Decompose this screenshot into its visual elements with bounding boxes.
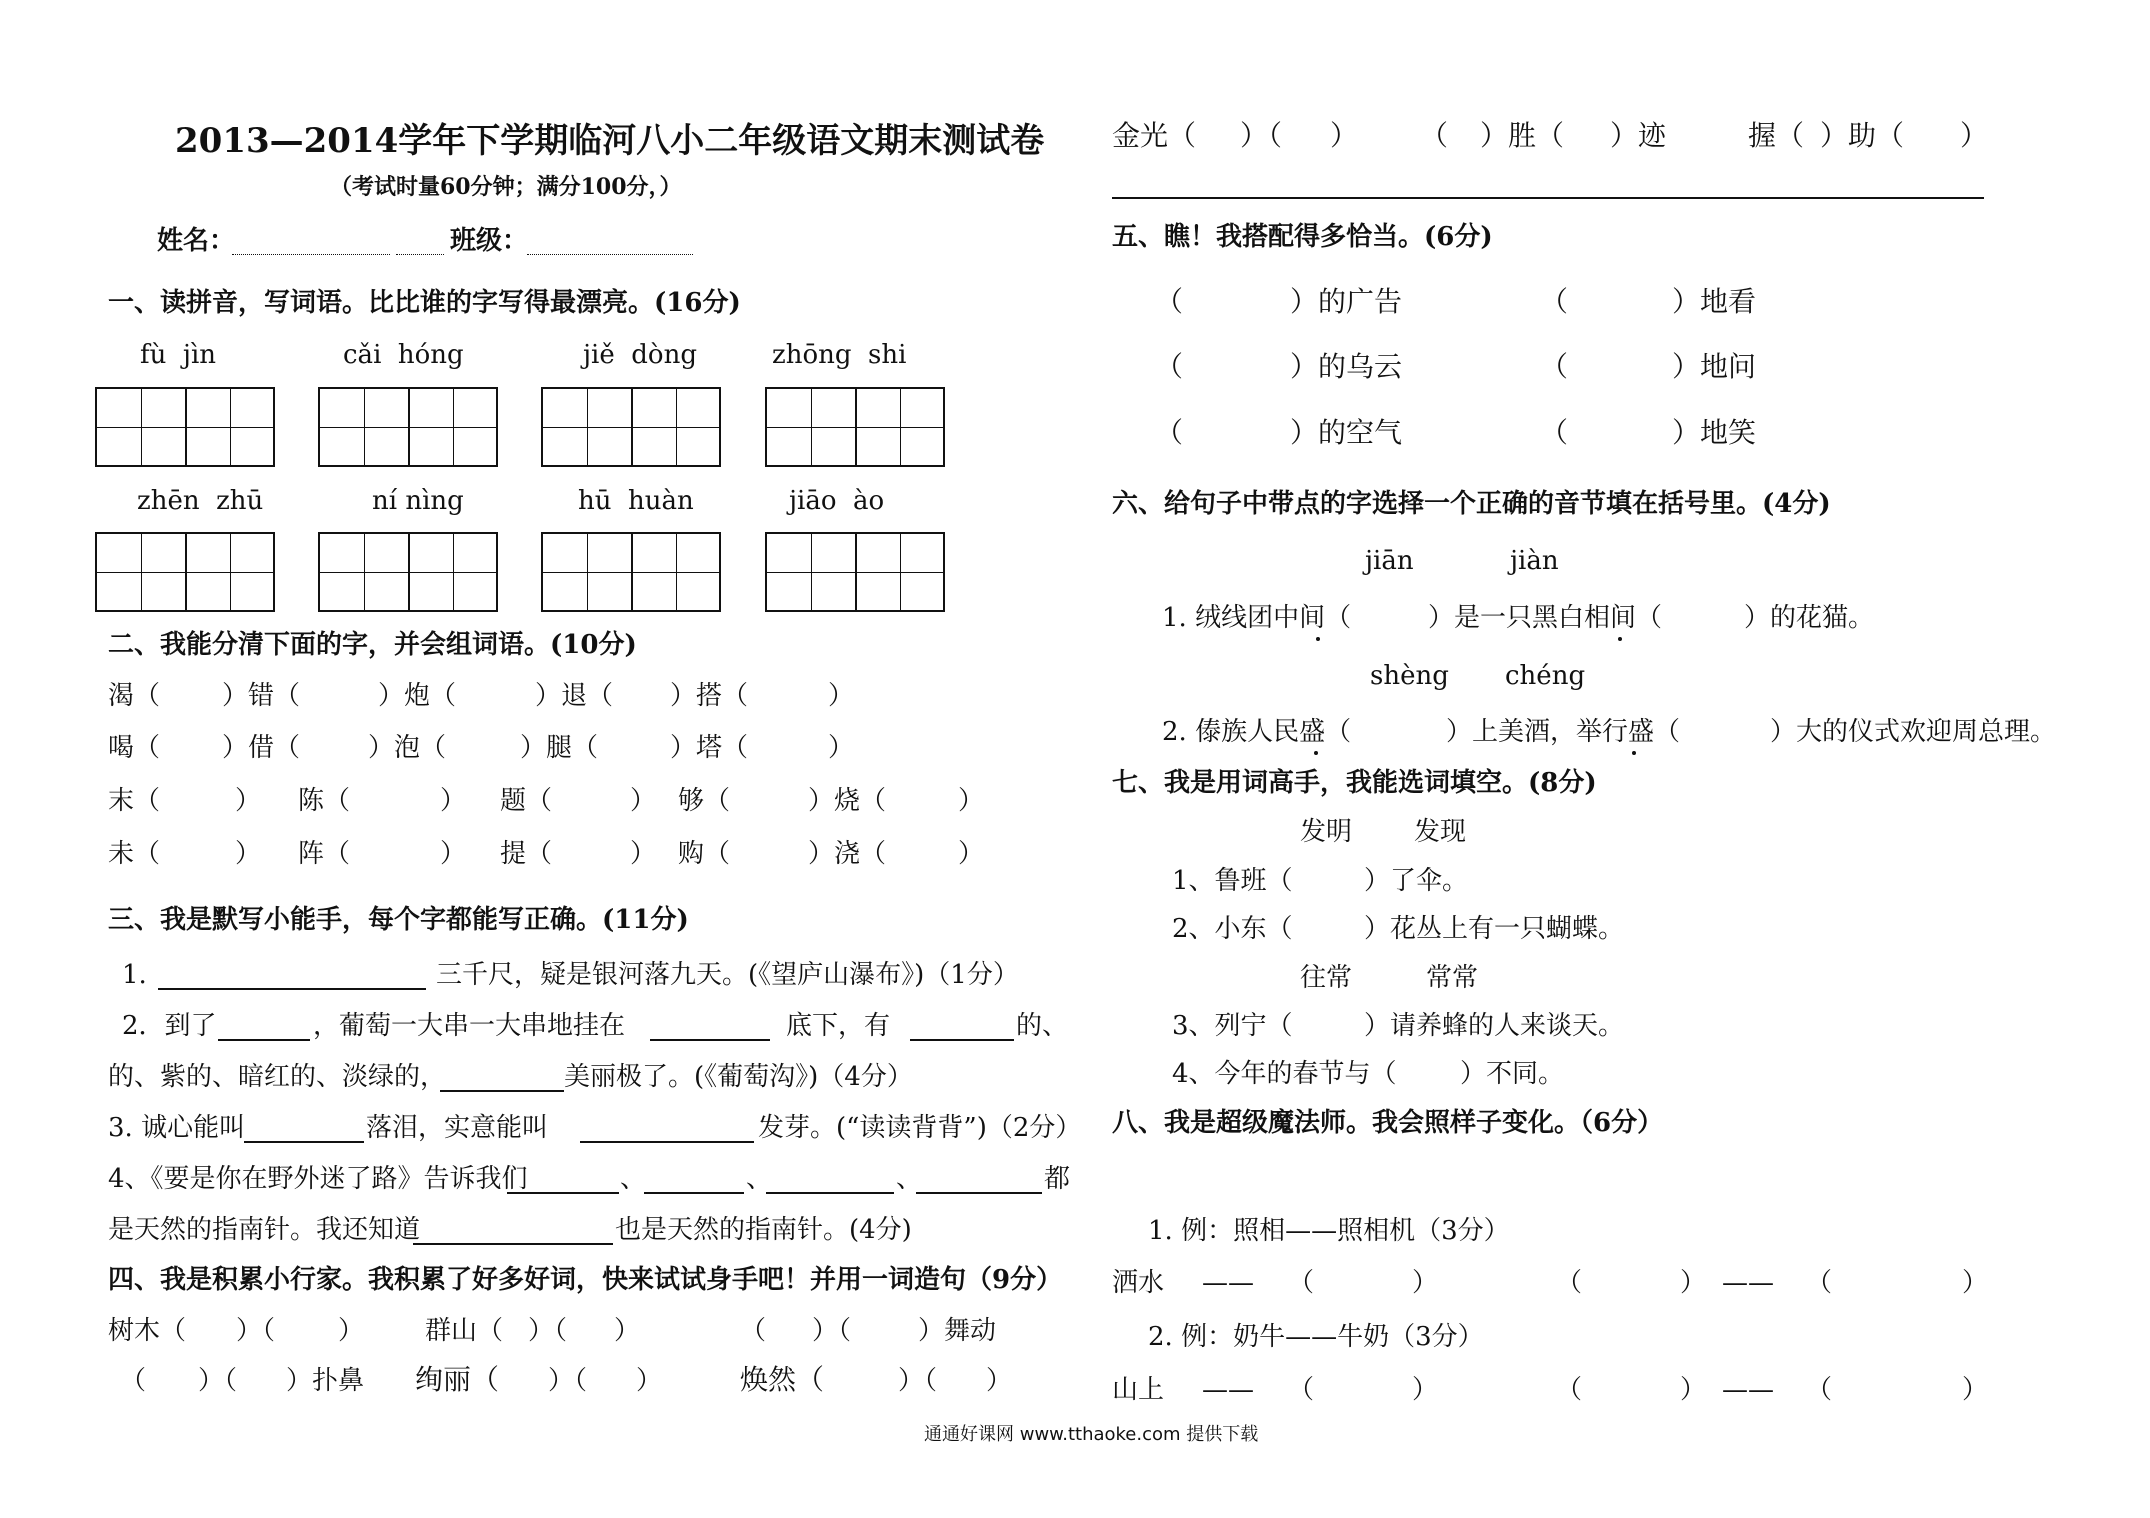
pinyin-label: jiāo ào xyxy=(789,486,885,516)
writing-grid[interactable] xyxy=(95,532,275,612)
pinyin-label: cǎi hóng xyxy=(343,340,464,370)
example-text: 1. 例：照相——照相机（3分） xyxy=(1148,1216,1510,1246)
word-item: ）扑鼻 xyxy=(286,1366,365,1396)
word-item: 购（ xyxy=(678,839,731,869)
q7-text: 1、鲁班（ xyxy=(1172,866,1293,896)
word-item: ） xyxy=(958,786,985,816)
transform-item: ） xyxy=(1962,1268,1989,1298)
section-4-heading: 四、我是积累小行家。我积累了好多好词，快来试试身手吧！并用一词造句（9分） xyxy=(108,1265,1063,1295)
word-item: ）搭（ xyxy=(670,681,749,711)
word-item: ） xyxy=(338,1316,365,1346)
word-item: 末（ xyxy=(108,786,161,816)
word-item: ）迹 xyxy=(1610,119,1667,152)
match-item: ）的乌云 xyxy=(1290,350,1403,383)
q3-4-text: 是天然的指南针。我还知道 xyxy=(108,1215,421,1245)
word-item: （ xyxy=(120,1366,147,1396)
transform-item: ） xyxy=(1680,1375,1707,1405)
q7-text: 4、今年的春节与（ xyxy=(1172,1059,1397,1089)
match-item: （ xyxy=(1155,416,1184,449)
match-item: （ xyxy=(1155,285,1184,318)
emphasis-dot xyxy=(1632,751,1636,755)
word-item: ） xyxy=(440,839,467,869)
pinyin-label: zhōng shi xyxy=(772,340,907,370)
writing-grid[interactable] xyxy=(541,387,721,467)
emphasis-dot xyxy=(1618,637,1622,641)
section-1-heading: 一、读拼音，写词语。比比谁的字写得最漂亮。(16分) xyxy=(108,288,741,318)
word-option: 常常 xyxy=(1426,963,1479,993)
q3-2-text: 2．到了 xyxy=(122,1011,217,1041)
writing-grid[interactable] xyxy=(318,532,498,612)
section-5-heading: 五、瞧！我搭配得多恰当。(6分) xyxy=(1112,222,1493,252)
word-item: ）浇（ xyxy=(808,839,887,869)
name-field-extra xyxy=(396,254,444,255)
class-label: 班级： xyxy=(450,226,529,256)
answer-blank[interactable] xyxy=(766,1192,894,1194)
q7-text: 3、列宁（ xyxy=(1172,1011,1293,1041)
word-item: 焕然（ xyxy=(740,1363,825,1396)
match-item: （ xyxy=(1155,350,1184,383)
q3-4-text: 4、《要是你在野外迷了路》告诉我们 xyxy=(108,1164,528,1194)
word-item: ）（ xyxy=(528,1316,568,1346)
word-item: ） xyxy=(630,786,657,816)
class-field[interactable] xyxy=(527,254,693,255)
word-item: 群山（ xyxy=(425,1316,504,1346)
q7-text: 2、小东（ xyxy=(1172,914,1293,944)
word-item: 金光（ xyxy=(1112,119,1197,152)
word-item: ） xyxy=(614,1316,641,1346)
pinyin-label: hū huàn xyxy=(578,486,694,516)
transform-item: 山上 xyxy=(1112,1375,1165,1405)
answer-blank[interactable] xyxy=(507,1192,619,1194)
exam-info: （考试时量60分钟；满分100分，） xyxy=(330,174,682,200)
pinyin-label: jiě dòng xyxy=(583,340,697,370)
word-option: 往常 xyxy=(1300,963,1353,993)
answer-blank[interactable] xyxy=(244,1141,364,1143)
transform-item: ） xyxy=(1412,1268,1439,1298)
q7-text: ）了伞。 xyxy=(1364,866,1469,896)
word-item: 渴（ xyxy=(108,681,161,711)
word-item: ）退（ xyxy=(535,681,614,711)
emphasis-dot xyxy=(1316,637,1320,641)
transform-item: —— xyxy=(1722,1268,1774,1298)
word-option: 发明 xyxy=(1300,817,1353,847)
pinyin-option: jiàn xyxy=(1510,546,1559,576)
separator: 、 xyxy=(620,1164,647,1194)
answer-blank[interactable] xyxy=(644,1192,744,1194)
pinyin-option: chéng xyxy=(1505,661,1586,691)
transform-item: ） xyxy=(1962,1375,1989,1405)
q6-2-text: ）大的仪式欢迎周总理。 xyxy=(1770,717,2057,747)
word-item: ）借（ xyxy=(222,733,301,763)
q3-3-text: 落泪，实意能叫 xyxy=(366,1113,549,1143)
separator: 、 xyxy=(896,1164,923,1194)
transform-item: —— xyxy=(1722,1375,1774,1405)
q3-2-text: 底下，有 xyxy=(786,1011,891,1041)
word-item: ） xyxy=(440,786,467,816)
q6-2-text: 2. 傣族人民盛（ xyxy=(1162,717,1352,747)
q3-3-text: 发芽。(“读读背背”)（2分） xyxy=(758,1113,1082,1143)
q7-text: ）不同。 xyxy=(1460,1059,1565,1089)
word-item: ） xyxy=(1960,119,1989,152)
pinyin-option: shèng xyxy=(1370,661,1449,691)
word-item: ）助（ xyxy=(1820,119,1905,152)
word-item: ） xyxy=(828,733,855,763)
word-item: ）（ xyxy=(548,1366,588,1396)
word-item: ）舞动 xyxy=(918,1316,997,1346)
answer-blank[interactable] xyxy=(413,1243,613,1245)
word-item: ）（ xyxy=(198,1366,238,1396)
word-item: ）（ xyxy=(236,1316,276,1346)
pinyin-label: zhēn zhū xyxy=(137,486,264,516)
word-item: 陈（ xyxy=(298,786,351,816)
transform-item: （ xyxy=(1806,1375,1833,1405)
answer-blank[interactable] xyxy=(218,1039,310,1041)
emphasis-dot xyxy=(1314,751,1318,755)
transform-item: ） xyxy=(1680,1268,1707,1298)
word-item: ）泡（ xyxy=(368,733,447,763)
word-item: ）腿（ xyxy=(520,733,599,763)
writing-grid[interactable] xyxy=(318,387,498,467)
word-item: 未（ xyxy=(108,839,161,869)
q3-4-text: 都 xyxy=(1044,1164,1071,1194)
answer-blank[interactable] xyxy=(580,1141,754,1143)
separator: 、 xyxy=(746,1164,773,1194)
pinyin-label: ní nìng xyxy=(372,486,464,516)
word-item: ）炮（ xyxy=(378,681,457,711)
match-item: ）的空气 xyxy=(1290,416,1403,449)
word-item: ） xyxy=(235,839,262,869)
match-item: （ xyxy=(1540,416,1569,449)
transform-item: —— xyxy=(1202,1375,1254,1405)
word-item: 提（ xyxy=(500,839,553,869)
word-item: 够（ xyxy=(678,786,731,816)
word-option: 发现 xyxy=(1414,817,1467,847)
transform-item: （ xyxy=(1288,1375,1315,1405)
transform-item: （ xyxy=(1288,1268,1315,1298)
q6-2-text: ）上美酒，举行盛（ xyxy=(1446,717,1681,747)
transform-item: （ xyxy=(1556,1375,1583,1405)
word-item: （ xyxy=(1420,119,1449,152)
transform-item: 洒水 xyxy=(1112,1268,1165,1298)
writing-grid[interactable] xyxy=(95,387,275,467)
section-8-heading: 八、我是超级魔法师。我会照样子变化。（6分） xyxy=(1112,1108,1664,1138)
q3-2-text: 美丽极了。(《葡萄沟》)（4分） xyxy=(564,1062,913,1092)
word-item: ） xyxy=(630,839,657,869)
answer-line[interactable] xyxy=(1112,197,1984,199)
writing-grid[interactable] xyxy=(541,532,721,612)
section-2-heading: 二、我能分清下面的字，并会组词语。(10分) xyxy=(108,630,637,660)
name-label: 姓名： xyxy=(157,226,236,256)
answer-blank[interactable] xyxy=(440,1090,564,1092)
section-6-heading: 六、给句子中带点的字选择一个正确的音节填在括号里。(4分) xyxy=(1112,489,1831,519)
word-item: ） xyxy=(636,1366,663,1396)
answer-blank[interactable] xyxy=(650,1039,770,1041)
answer-blank[interactable] xyxy=(916,1192,1042,1194)
transform-item: —— xyxy=(1202,1268,1254,1298)
pinyin-label: fù jìn xyxy=(140,340,217,370)
q3-4-text: 也是天然的指南针。(4分) xyxy=(615,1215,912,1245)
answer-blank[interactable] xyxy=(910,1039,1014,1041)
match-item: ）的广告 xyxy=(1290,285,1403,318)
q3-1-number: 1. xyxy=(122,960,147,990)
match-item: ）地笑 xyxy=(1672,416,1757,449)
word-item: （ xyxy=(740,1316,767,1346)
word-item: ） xyxy=(958,839,985,869)
pinyin-option: jiān xyxy=(1365,546,1414,576)
match-item: ）地看 xyxy=(1672,285,1757,318)
word-item: 题（ xyxy=(500,786,553,816)
q3-2-text: ，葡萄一大串一大串地挂在 xyxy=(313,1011,626,1041)
word-item: ）塔（ xyxy=(670,733,749,763)
writing-grid[interactable] xyxy=(765,387,945,467)
q6-1-text: ）是一只黑白相间（ xyxy=(1428,603,1663,633)
match-item: （ xyxy=(1540,285,1569,318)
q7-text: ）请养蜂的人来谈天。 xyxy=(1364,1011,1625,1041)
word-item: ）错（ xyxy=(222,681,301,711)
writing-grid[interactable] xyxy=(765,532,945,612)
transform-item: ） xyxy=(1412,1375,1439,1405)
q6-1-text: 1. 绒线团中间（ xyxy=(1162,603,1352,633)
match-item: （ xyxy=(1540,350,1569,383)
answer-blank[interactable] xyxy=(158,988,426,990)
q3-3-text: 3. 诚心能叫 xyxy=(108,1113,246,1143)
word-item: ）（ xyxy=(1240,119,1283,152)
section-3-heading: 三、我是默写小能手，每个字都能写正确。(11分) xyxy=(108,905,689,935)
match-item: ）地问 xyxy=(1672,350,1757,383)
section-7-heading: 七、我是用词高手，我能选词填空。(8分) xyxy=(1112,768,1597,798)
word-item: 树木（ xyxy=(108,1316,187,1346)
word-item: ） xyxy=(828,681,855,711)
transform-item: （ xyxy=(1806,1268,1833,1298)
name-field[interactable] xyxy=(232,254,390,255)
transform-item: （ xyxy=(1556,1268,1583,1298)
q7-text: ）花丛上有一只蝴蝶。 xyxy=(1364,914,1625,944)
word-item: ）胜（ xyxy=(1480,119,1565,152)
page-title: 2013—2014学年下学期临河八小二年级语文期末测试卷 xyxy=(175,121,1045,161)
footer-source: 通通好课网 www.tthaoke.com 提供下载 xyxy=(924,1424,1259,1445)
word-item: 喝（ xyxy=(108,733,161,763)
word-item: ）（ xyxy=(898,1366,938,1396)
q3-2-text: 的、 xyxy=(1016,1011,1069,1041)
word-item: 握（ xyxy=(1748,119,1805,152)
word-item: ）（ xyxy=(812,1316,852,1346)
example-text: 2. 例：奶牛——牛奶（3分） xyxy=(1148,1322,1484,1352)
word-item: ） xyxy=(1330,119,1359,152)
word-item: ） xyxy=(986,1366,1013,1396)
word-item: 阵（ xyxy=(298,839,351,869)
word-item: 绚丽（ xyxy=(415,1363,500,1396)
word-item: ）烧（ xyxy=(808,786,887,816)
word-item: ） xyxy=(235,786,262,816)
q3-1-text: 三千尺，疑是银河落九天。(《望庐山瀑布》)（1分） xyxy=(436,960,1019,990)
q6-1-text: ）的花猫。 xyxy=(1744,603,1875,633)
q3-2-text: 的、紫的、暗红的、淡绿的， xyxy=(108,1062,447,1092)
